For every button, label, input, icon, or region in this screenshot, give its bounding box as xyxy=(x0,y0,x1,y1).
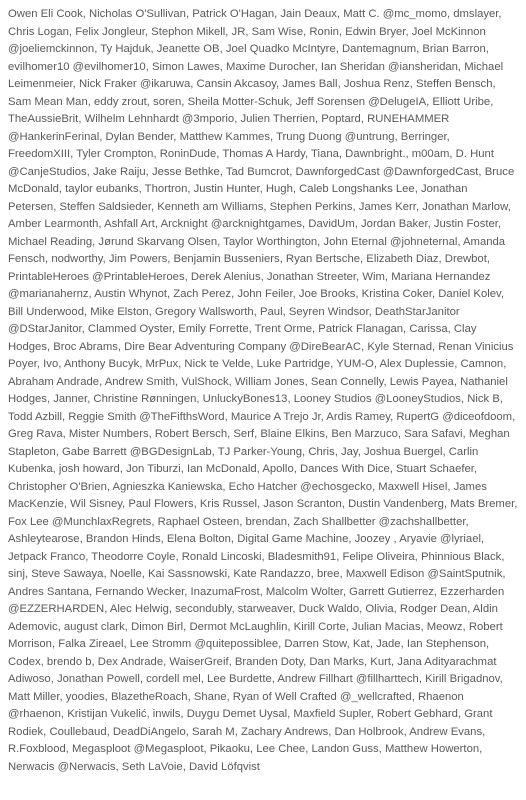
backer-credits-text: Owen Eli Cook, Nicholas O'Sullivan, Patrick O'Hagan, Jain Deaux, Matt C. @mc_momo, dmslayer, Chris Logan, Felix Jongleur, Stephon Mikell, JR, Sam Wise, Ronin, Edwin Bryer, Joel McKinnon @joeliemckinnon, Ty Hajduk, Jeanette OB, Joel Quadko McIntyre, Dantemagnum, Brian Barron, evilhomer10 @evilhomer10, Simon Lawes, Maxime Durocher, Ian Sheridan @iansheridan, Michael Leimenmeier, Nick Fraker @ikaruwa, Cansin Akcasoy, James Ball, Joshua Renz, Steffen Bensch, Sam Mean Man, eddy zrout, soren, Sheila Motter-Schuk, Jeff Sorensen @DelugeIA, Elliott Uribe, TheAussieBrit, Wilhelm Lehnhardt @3mporio, Julien Therrien, Poptard, RUNEHAMMER @HankerinFerinal, Dylan Bender, Matthew Kammes, Trung Duong @untrung, Berringer, FreedomXIII, Tyler Crompton, RoninDude, Thomas A Hardy, Tiana, Dawnbright., m00am, D. Hunt @CanjeStudios, Jake Raiju, Jesse Bethke, Tad Bumcrot, DawnforgedCast @DawnforgedCast, Bruce McDonald, taylor eubanks, Thortron, Justin Hunter, Hugh, Caleb Longshanks Lee, Jonathan Petersen, Steffen Saldsieder, Kenneth am Williams, Stephen Perkins, James Kerr, Jonathan Marlow, Amber Learmonth, Ashfall Art, Arcknight @arcknightgames, DavidUm, Jordan Baker, Justin Foster, Michael Reading, Jørund Skarvang Olsen, Taylor Worthington, John Eternal @johneternal, Amanda Fensch, nodworthy, Jim Powers, Benjamin Busseniers, Ryan Bertsche, Elizabeth Diaz, Drewbot, PrintableHeroes @PrintableHeroes, Derek Alenius, Jonathan Streeter, Wim, Mariana Hernandez @marianahernz, Austin Whynot, Zach Perez, John Feiler, Joe Brooks, Kristina Coker, Daniel Kolev, Bill Underwood, Mike Elston, Gregory Wallsworth, Paul, Seyren Windsor, DeathStarJanitor @DStarJanitor, Clammed Oyster, Emily Forrette, Trent Orme, Patrick Flanagan, Carissa, Clay Hodges, Broc Abrams, Dire Bear Adventuring Company @DireBearAC, Kyle Sternad, Renan Vinicius Poyer, Ivo, Anthony Bucyk, MrPux, Nick te Velde, Luke Partridge, YUM-O, Alex Duplessie, Camnon, Abraham Andrade, Andrew Smith, VulShock, William Jones, Sean Connelly, Lewis Payea, Nathaniel Hodges, Janner, Christine Rønningen, UnluckyBones13, Looney Studios @LooneyStudios, Nick B, Todd Azbill, Reggie Smith @TheFifthsWord, Maurice A Trejo Jr, Ardis Ramey, RupertG @diceofdoom, Greg Rava, Mister Numbers, Robert Bersch, Serf, Blaine Elkins, Ben Marzuco, Sara Safavi, Meghan Stapleton, Gabe Barrett @BGDesignLab, TJ Parker-Young, Chris, Jay, Joshua Buergel, Carlin Kubenka, josh howard, Jon Tiburzi, Ian McDonald, Apollo, Dances With Dice, Stuart Schaefer, Christopher O'Brien, Agnieszka Kaniewska, Echo Hatcher @echosgecko, Maxwell Hisel, James MacKenzie, Wil Sisney, Paul Flowers, Kris Russel, Jason Scranton, Dustin Vandenberg, Mats Bremer, Fox Lee @MunchlaxRegrets, Raphael Osteen, brendan, Zach Shallbetter @zachshallbetter, Ashleytearose, Brandon Hinds, Elena Bolton, Digital Game Machine, Joozey , Aryavie @lyriael, Jetpack Franco, Theodorre Coyle, Ronald Lincoski, Bladesmith91, Felipe Oliveira, Phinnious Black, sinj, Steve Sawaya, Noelle, Kai Sassnowski, Kate Randazzo, bree, Maxwell Edison @SaintSputnik, Andres Santana, Fernando Wecker, InazumaFrost, Malcolm Wolter, Garrett Gutierrez, Ezzerharden @EZZERHARDEN, Alec Helwig, secondubly, starweaver, Duck Waldo, Olivia, Rodger Dean, Aldin Ademovic, august clark, Dimon Birl, Dermot McLaughlin, Kirill Corte, Julian Macias, Meowz, Robert Morrison, Falka Zireael, Lee Stromm @quitepossiblee, Darren Stow, Kat, Jade, Ian Stephenson, Codex, brendo b, Dex Andrade, WaiserGreif, Branden Doty, Dan Marks, Kurt, Jana Adityarachmat Adiwoso, Jonathan Powell, cordell mel, Lee Burdette, Andrew Fillhart @fillharttech, Kirill Brigadnov, Matt Miller, yoodies, BlazetheRoach, Shane, Ryan of Well Crafted @_wellcrafted, Rhaenon @rhaenon, Kristijan Vukelić, inwils, Duygu Demet Uysal, Maxfield Supler, Robert Gebhard, Grant Rodiek, Coullebaud, DeadDiAngelo, Sarah M, Zachary Andrews, Dan Holbrook, Andrew Evans, R.Foxblood, Megasploot @Megasploot, Pikaoku, Lee Chee, Landon Guss, Matthew Howerton, Nerwacis @Nerwacis, Seth LaVoie, David Löfqvist xyxy=(8,8,518,773)
